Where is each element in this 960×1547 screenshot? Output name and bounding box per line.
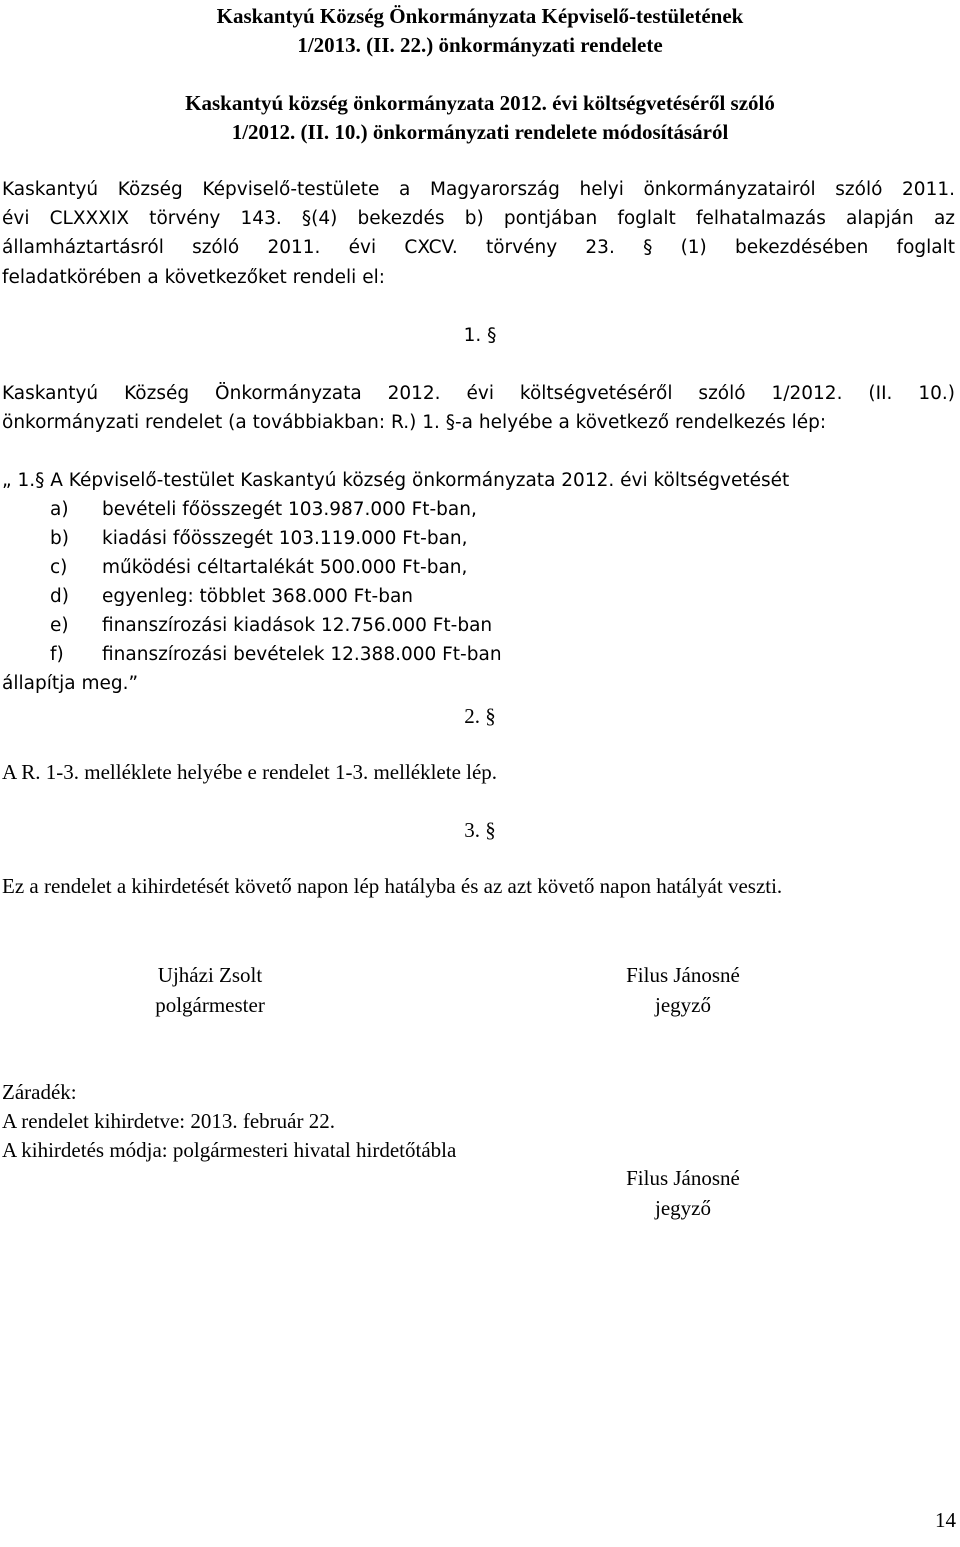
list-item-text: működési céltartalékát 500.000 Ft-ban, (102, 557, 468, 578)
list-item-label: f) (50, 644, 64, 665)
preamble-line-4: feladatkörében a következőket rendeli el: (2, 267, 385, 288)
list-item-text: finanszírozási kiadások 12.756.000 Ft-ban (102, 615, 493, 636)
signature-name: Ujházi Zsolt (157, 963, 263, 987)
section-1-quote-intro: „ 1.§ A Képviselő-testület Kaskantyú község önkormányzata 2012. évi költségvetését (2, 470, 790, 491)
title-line-2: 1/2013. (II. 22.) önkormányzati rendelete (297, 33, 663, 57)
section-2-text: A R. 1-3. melléklete helyébe e rendelet 1-3. melléklete lép. (2, 760, 498, 784)
list-item (50, 525, 468, 553)
list-item (50, 641, 502, 669)
section-1-heading: 1. § (463, 325, 497, 346)
signature-title: jegyző (655, 993, 711, 1017)
signature-title: jegyző (655, 1196, 711, 1220)
signature-block-mayor (110, 960, 310, 1020)
list-item-label: d) (50, 586, 69, 607)
section-3-heading: 3. § (464, 818, 496, 842)
clause-line-1: A rendelet kihirdetve: 2013. február 22. (2, 1109, 335, 1133)
title-line-3: Kaskantyú község önkormányzata 2012. évi költségvetéséről szóló (185, 91, 775, 115)
title-line-4: 1/2012. (II. 10.) önkormányzati rendelete módosításáról (231, 120, 729, 144)
clause-label: Záradék: (2, 1080, 77, 1104)
section-1-line-1: Kaskantyú Község Önkormányzata 2012. évi költségvetéséről szóló 1/2012. (II. 10.) (2, 383, 955, 404)
section-1-line-2: önkormányzati rendelet (a továbbiakban: R.) 1. §-a helyébe a következő rendelkezés lép: (2, 412, 827, 433)
signature-block-notary (583, 960, 783, 1020)
list-item-label: a) (50, 499, 69, 520)
signature-name: Filus Jánosné (626, 1166, 740, 1190)
preamble-line-3: államháztartásról szóló 2011. évi CXCV. törvény 23. § (1) bekezdésében foglalt (2, 237, 955, 258)
list-item-label: e) (50, 615, 69, 636)
clause-line-2: A kihirdetés módja: polgármesteri hivatal hirdetőtábla (2, 1138, 457, 1162)
list-item-text: finanszírozási bevételek 12.388.000 Ft-ban (102, 644, 502, 665)
list-item (50, 583, 413, 611)
signature-block-clause (583, 1163, 783, 1223)
list-item-label: c) (50, 557, 68, 578)
list-item-text: kiadási főösszegét 103.119.000 Ft-ban, (102, 528, 468, 549)
list-item-label: b) (50, 528, 69, 549)
signature-name: Filus Jánosné (626, 963, 740, 987)
section-1-closing: állapítja meg.” (2, 673, 139, 694)
preamble-line-1: Kaskantyú Község Képviselő-testülete a Magyarország helyi önkormányzatairól szóló 2011. (2, 179, 955, 200)
list-item (50, 554, 467, 582)
list-item (50, 496, 477, 524)
page-number: 14 (935, 1508, 956, 1532)
list-item (50, 612, 492, 640)
list-item-text: egyenleg: többlet 368.000 Ft-ban (102, 586, 414, 607)
signature-title: polgármester (155, 993, 265, 1017)
title-line-1: Kaskantyú Község Önkormányzata Képviselő-testületének (216, 4, 744, 28)
section-3-text: Ez a rendelet a kihirdetését követő napon lép hatályba és az azt követő napon hatályát veszti. (2, 874, 783, 898)
preamble-line-2: évi CLXXXIX törvény 143. §(4) bekezdés b) pontjában foglalt felhatalmazás alapján az (2, 208, 955, 229)
list-item-text: bevételi főösszegét 103.987.000 Ft-ban, (102, 499, 477, 520)
section-2-heading: 2. § (464, 704, 496, 728)
